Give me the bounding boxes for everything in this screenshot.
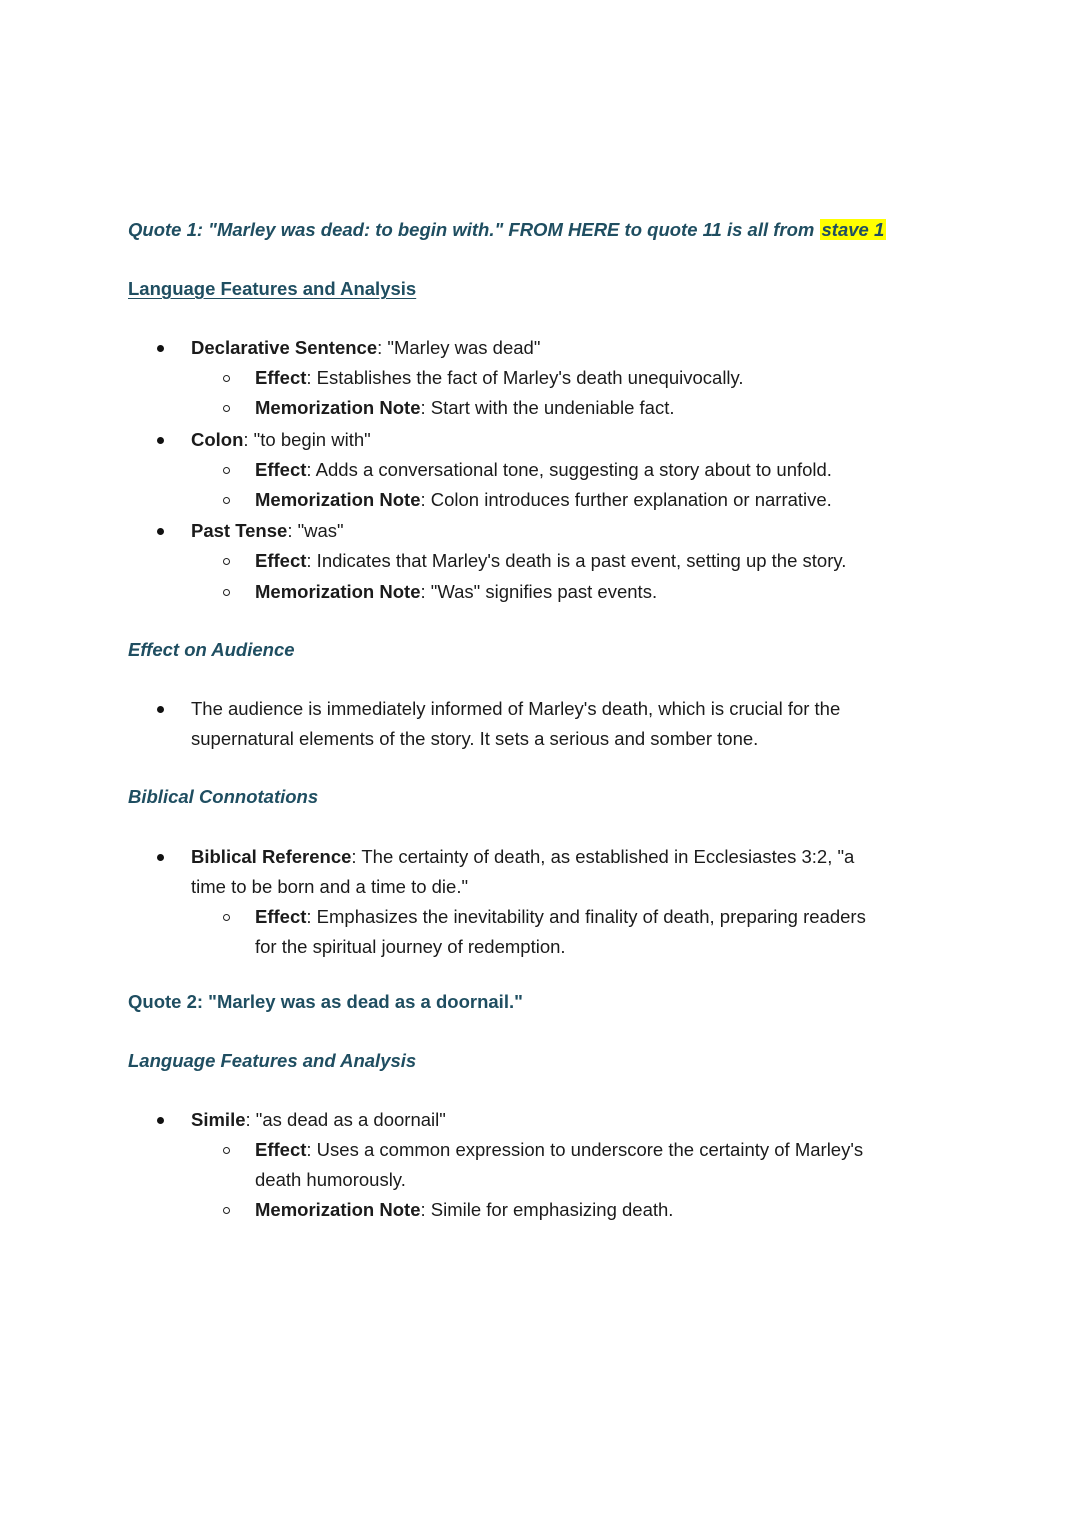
bullet-icon: [157, 1117, 164, 1124]
biblical-connotations-heading: Biblical Connotations: [128, 786, 319, 807]
feature-colon: Colon: "to begin with": [191, 429, 371, 450]
audience-line-2: supernatural elements of the story. It sets a serious and somber tone.: [191, 728, 759, 749]
biblical-effect: Effect: Emphasizes the inevitability and finality of death, preparing readers: [255, 906, 866, 927]
feature-declarative-effect: Effect: Establishes the fact of Marley's death unequivocally.: [255, 367, 744, 388]
feature-colon-note: Memorization Note: Colon introduces further explanation or narrative.: [255, 489, 832, 510]
feature-past-tense-note: Memorization Note: "Was" signifies past events.: [255, 581, 658, 602]
audience-line-1: The audience is immediately informed of Marley's death, which is crucial for the: [191, 698, 841, 719]
biblical-effect-cont: for the spiritual journey of redemption.: [255, 936, 566, 957]
feature-simile: Simile: "as dead as a doornail": [191, 1109, 446, 1130]
sub-bullet-icon: [223, 1207, 230, 1214]
language-features-heading: Language Features and Analysis: [128, 278, 417, 299]
effect-on-audience-heading: Effect on Audience: [128, 639, 295, 660]
feature-simile-note: Memorization Note: Simile for emphasizing death.: [255, 1199, 674, 1220]
feature-simile-effect-cont: death humorously.: [255, 1169, 406, 1190]
bullet-icon: [157, 528, 164, 535]
feature-declarative-note: Memorization Note: Start with the undeniable fact.: [255, 397, 675, 418]
sub-bullet-icon: [223, 589, 230, 596]
sub-bullet-icon: [223, 558, 230, 565]
sub-bullet-icon: [223, 1147, 230, 1154]
quote1-heading: Quote 1: "Marley was dead: to begin with." FROM HERE to quote 11 is all from stave 1: [128, 219, 885, 240]
feature-declarative: Declarative Sentence: "Marley was dead": [191, 337, 541, 358]
feature-colon-effect: Effect: Adds a conversational tone, suggesting a story about to unfold.: [255, 459, 832, 480]
sub-bullet-icon: [223, 467, 230, 474]
quote2-language-heading: Language Features and Analysis: [128, 1050, 417, 1071]
feature-simile-effect: Effect: Uses a common expression to underscore the certainty of Marley's: [255, 1139, 864, 1160]
sub-bullet-icon: [223, 497, 230, 504]
biblical-reference: Biblical Reference: The certainty of death, as established in Ecclesiastes 3:2, "a: [191, 846, 855, 867]
sub-bullet-icon: [223, 375, 230, 382]
quote2-heading: Quote 2: "Marley was as dead as a doornail.": [128, 991, 523, 1012]
sub-bullet-icon: [223, 914, 230, 921]
bullet-icon: [157, 706, 164, 713]
sub-bullet-icon: [223, 405, 230, 412]
feature-past-tense-effect: Effect: Indicates that Marley's death is a past event, setting up the story.: [255, 550, 847, 571]
bullet-icon: [157, 854, 164, 861]
biblical-reference-cont: time to be born and a time to die.": [191, 876, 469, 897]
bullet-icon: [157, 437, 164, 444]
highlighted-text: stave 1: [821, 219, 885, 240]
feature-past-tense: Past Tense: "was": [191, 520, 344, 541]
bullet-icon: [157, 345, 164, 352]
